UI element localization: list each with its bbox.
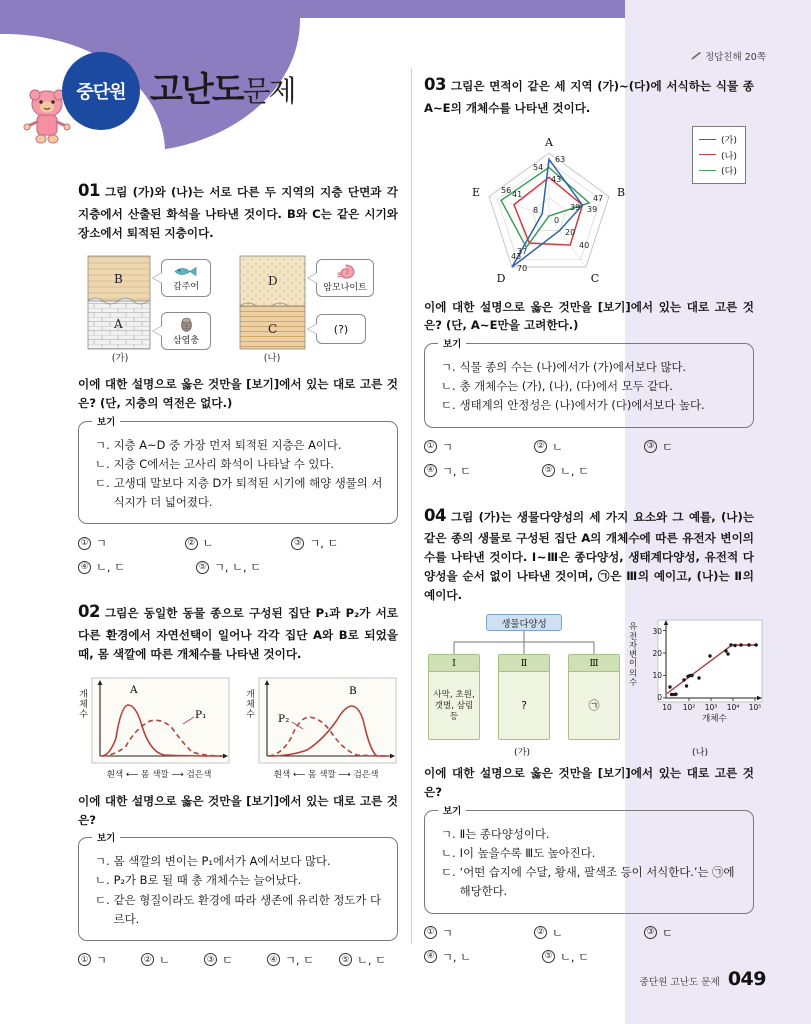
choice-label: ㄱ bbox=[442, 926, 453, 940]
question-04-bogi bbox=[424, 805, 754, 914]
strata-layer-label-d: D bbox=[268, 274, 278, 289]
arrow-right-icon: ⟶ bbox=[338, 769, 354, 780]
curves-left-x-axis bbox=[92, 768, 226, 780]
figure-radar-chart bbox=[424, 124, 754, 296]
question-03-choices bbox=[424, 439, 754, 479]
question-02-text: 그림은 동일한 동물 종으로 구성된 집단 P₁과 P₂가 서로 다른 환경에서 자연선택이 일어나 각각 집단 A와 B로 되었을 때, 몸 색깔에 따른 개체수를 나타낸 것이다. bbox=[78, 606, 398, 661]
choice-option[interactable] bbox=[291, 535, 398, 551]
svg-text:10: 10 bbox=[662, 703, 672, 713]
biodiversity-root-node: 생물다양성 bbox=[486, 614, 562, 631]
choice-option[interactable] bbox=[339, 952, 386, 968]
choice-label: ㄴ, ㄷ bbox=[357, 953, 387, 967]
question-02 bbox=[78, 599, 398, 967]
svg-text:30: 30 bbox=[652, 627, 662, 637]
curves-left-x-label-mid: 몸 색깔 bbox=[141, 769, 169, 780]
bogi-text: ‘어떤 습지에 수달, 황새, 팔색조 등이 서식한다.’는 ㉠에 해당한다. bbox=[459, 865, 735, 899]
bogi-mark: ㄴ. bbox=[95, 457, 110, 471]
bogi-mark: ㄴ. bbox=[441, 379, 456, 394]
choice-number: ② bbox=[534, 440, 547, 453]
legend-swatch-na bbox=[699, 154, 716, 155]
svg-text:39: 39 bbox=[587, 204, 598, 214]
bogi-mark: ㄷ. bbox=[95, 892, 110, 907]
question-01-number: 01 bbox=[78, 181, 100, 200]
bogi-text: Ⅰ이 높을수록 Ⅲ도 높아진다. bbox=[459, 846, 596, 861]
biodiversity-column-3-body: ㉠ bbox=[588, 699, 600, 713]
svg-text:10²: 10² bbox=[682, 703, 696, 713]
svg-text:39: 39 bbox=[570, 202, 581, 212]
choice-option[interactable] bbox=[534, 439, 644, 455]
choice-option[interactable] bbox=[424, 463, 542, 479]
choice-label: ㄴ bbox=[202, 537, 214, 551]
question-02-number: 02 bbox=[78, 602, 100, 622]
figure-biodiversity-caption-b: (나) bbox=[692, 747, 709, 759]
callout-unknown-label: (?) bbox=[333, 322, 349, 336]
bogi-item bbox=[95, 891, 387, 929]
svg-text:A: A bbox=[545, 135, 553, 149]
question-03-ask: 이에 대한 설명으로 옳은 것만을 [보기]에서 있는 대로 고른 것은? (단, A~E만을 고려한다.) bbox=[424, 299, 754, 333]
legend-entry bbox=[699, 148, 737, 162]
legend-label: (다) bbox=[720, 166, 737, 177]
bogi-item bbox=[441, 863, 743, 901]
svg-text:20: 20 bbox=[652, 649, 662, 659]
choice-option[interactable] bbox=[78, 559, 196, 575]
bogi-text: 같은 형질이라도 환경에 따라 생존에 유리한 정도가 다르다. bbox=[113, 892, 382, 926]
bogi-mark: ㄱ. bbox=[95, 437, 110, 452]
bogi-item bbox=[441, 358, 743, 377]
choice-label: ㄴ bbox=[159, 953, 170, 967]
curves-right-x-axis bbox=[259, 768, 393, 780]
svg-text:10: 10 bbox=[652, 671, 662, 681]
svg-text:54: 54 bbox=[533, 162, 544, 172]
page-title bbox=[150, 62, 295, 111]
choice-label: ㄱ bbox=[96, 537, 107, 551]
bogi-text: 총 개체수는 (가), (나), (다)에서 모두 같다. bbox=[459, 379, 673, 394]
curves-left-x-label-end: 검은색 bbox=[186, 769, 212, 780]
choice-number: ③ bbox=[204, 953, 217, 966]
curves-left-y-label: 개체수 bbox=[79, 689, 88, 720]
callout-trilobite-label: 삼엽충 bbox=[172, 335, 200, 346]
choice-option[interactable] bbox=[424, 439, 534, 455]
choice-label: ㄴ bbox=[552, 926, 563, 940]
figure-selection-curves bbox=[78, 676, 398, 778]
figure-strata-caption-left: (가) bbox=[111, 353, 129, 365]
bogi-mark: ㄴ. bbox=[95, 873, 110, 888]
bogi-label-4: 보기 bbox=[438, 803, 466, 817]
question-01-bogi bbox=[78, 416, 398, 525]
scatter-x-axis-label: 개체수 bbox=[702, 714, 727, 725]
bogi-mark: ㄴ. bbox=[441, 846, 456, 861]
choice-number: ④ bbox=[424, 464, 437, 477]
arrow-left-icon: ⟵ bbox=[292, 769, 309, 780]
svg-text:E: E bbox=[471, 185, 481, 199]
legend-entry bbox=[699, 132, 737, 146]
figure-curves-right bbox=[245, 676, 398, 778]
choice-label: ㄱ, ㄴ bbox=[442, 950, 472, 964]
choice-label: ㄱ, ㄴ, ㄷ bbox=[214, 561, 262, 575]
question-01-text: 그림 (가)와 (나)는 서로 다른 두 지역의 지층 단면과 각 지층에서 산출된 화석을 나타낸 것이다. B와 C는 같은 시기와 장소에서 퇴적된 지층이다. bbox=[78, 185, 398, 240]
choice-option[interactable] bbox=[644, 439, 754, 455]
question-02-choices bbox=[78, 952, 398, 968]
biodiversity-column-1 bbox=[428, 654, 480, 740]
question-04-ask: 이에 대한 설명으로 옳은 것만을 [보기]에서 있는 대로 고른 것은? bbox=[424, 766, 754, 800]
choice-number: ⑤ bbox=[196, 561, 209, 574]
bogi-item bbox=[441, 844, 743, 863]
radar-legend bbox=[692, 126, 746, 184]
trilobite-fossil-icon bbox=[179, 317, 194, 332]
figure-strata bbox=[78, 254, 398, 366]
choice-option[interactable] bbox=[204, 952, 267, 968]
bogi-item bbox=[95, 852, 387, 871]
legend-swatch-da bbox=[699, 170, 716, 171]
bogi-mark: ㄱ. bbox=[441, 826, 456, 841]
bogi-text: Ⅱ는 종다양성이다. bbox=[459, 826, 550, 841]
legend-label: (나) bbox=[720, 150, 737, 162]
choice-number: ① bbox=[424, 440, 437, 453]
bogi-item bbox=[441, 825, 743, 844]
question-03-number: 03 bbox=[424, 75, 446, 94]
choice-label: ㄷ bbox=[222, 953, 233, 967]
page-title-bold: 고난도 bbox=[150, 70, 243, 110]
bogi-text: 생태계의 안정성은 (나)에서가 (다)에서보다 높다. bbox=[459, 398, 705, 413]
figure-biodiversity bbox=[424, 614, 762, 759]
curves-left-dashed-label: P₁ bbox=[195, 708, 207, 721]
question-01 bbox=[78, 178, 398, 575]
bogi-mark: ㄷ. bbox=[95, 476, 110, 491]
choice-label: ㄱ, ㄷ bbox=[285, 953, 315, 967]
arrow-left-icon: ⟵ bbox=[125, 769, 142, 780]
bogi-text: 고생대 말보다 지층 D가 퇴적된 시기에 해양 생물의 서식지가 더 넓어졌다. bbox=[113, 476, 383, 510]
question-02-ask: 이에 대한 설명으로 옳은 것만을 [보기]에서 있는 대로 고른 것은? bbox=[78, 793, 398, 827]
curves-right-x-label-end: 검은색 bbox=[353, 769, 379, 780]
bogi-mark: ㄷ. bbox=[441, 398, 456, 413]
footer-section-label: 중단원 고난도 문제 bbox=[639, 977, 720, 988]
svg-text:0: 0 bbox=[657, 693, 662, 703]
scatter-y-axis-label: 유전자 변이의 수 bbox=[628, 621, 638, 687]
bogi-item bbox=[95, 474, 387, 512]
biodiversity-column-1-body: 사막, 초원, 갯벌, 삼림 등 bbox=[433, 689, 475, 722]
choice-option[interactable] bbox=[534, 925, 644, 941]
legend-swatch-ga bbox=[699, 139, 716, 140]
choice-number: ③ bbox=[291, 537, 304, 550]
callout-trilobite-fossil bbox=[161, 312, 211, 350]
footer-page-number: 049 bbox=[727, 968, 766, 990]
answer-reference-label: 정답친해 20쪽 bbox=[705, 52, 766, 63]
figure-strata-caption-right: (나) bbox=[263, 353, 281, 365]
curves-left-solid-label: A bbox=[130, 683, 138, 696]
choice-label: ㄴ, ㄷ bbox=[96, 561, 126, 575]
curves-right-dashed-label: P₂ bbox=[278, 712, 290, 725]
svg-text:63: 63 bbox=[555, 154, 566, 164]
callout-unknown-fossil bbox=[316, 314, 366, 344]
choice-option[interactable] bbox=[424, 949, 542, 965]
question-04-choices bbox=[424, 925, 754, 965]
biodiversity-column-1-head: Ⅰ bbox=[429, 655, 479, 672]
question-03-text: 그림은 면적이 같은 세 지역 (가)~(다)에 서식하는 식물 종 A~E의 개체수를 나타낸 것이다. bbox=[424, 79, 754, 115]
choice-number: ⑤ bbox=[542, 950, 555, 963]
column-divider bbox=[411, 68, 412, 944]
choice-number: ① bbox=[78, 953, 91, 966]
choice-number: ② bbox=[141, 953, 154, 966]
strata-layer-label-b: B bbox=[114, 272, 123, 287]
choice-option[interactable] bbox=[196, 559, 314, 575]
choice-option[interactable] bbox=[542, 463, 660, 479]
svg-text:10³: 10³ bbox=[704, 703, 718, 713]
choice-label: ㄱ, ㄷ bbox=[309, 537, 339, 551]
right-column bbox=[424, 72, 762, 973]
choice-label: ㄴ bbox=[552, 440, 563, 454]
svg-text:70: 70 bbox=[517, 263, 528, 273]
choice-number: ① bbox=[78, 537, 91, 550]
bogi-mark: ㄱ. bbox=[441, 360, 456, 375]
svg-text:10⁴: 10⁴ bbox=[726, 703, 740, 713]
choice-label: ㄷ bbox=[662, 926, 673, 940]
strata-layer-label-c: C bbox=[268, 322, 278, 337]
choice-number: ⑤ bbox=[339, 953, 352, 966]
callout-fish-fossil bbox=[161, 259, 211, 297]
choice-label: ㄷ bbox=[662, 440, 673, 454]
bogi-item bbox=[441, 377, 743, 396]
bogi-text: 몸 색깔의 변이는 P₁에서가 A에서보다 많다. bbox=[113, 854, 331, 869]
bogi-label-3: 보기 bbox=[438, 336, 466, 350]
choice-label: ㄴ, ㄷ bbox=[560, 464, 590, 478]
bogi-text: 지층 A~D 중 가장 먼저 퇴적된 지층은 A이다. bbox=[113, 437, 342, 452]
figure-biodiversity-caption-a: (가) bbox=[514, 747, 531, 759]
svg-text:0: 0 bbox=[554, 215, 560, 225]
bogi-item bbox=[441, 396, 743, 415]
choice-number: ③ bbox=[644, 926, 657, 939]
curves-right-x-label-start: 흰색 bbox=[273, 769, 291, 780]
question-01-ask: 이에 대한 설명으로 옳은 것만을 [보기]에서 있는 대로 고른 것은? (단, 지층의 역전은 없다.) bbox=[78, 377, 398, 411]
svg-text:8: 8 bbox=[533, 205, 539, 215]
pencil-icon bbox=[690, 52, 702, 61]
bogi-item bbox=[95, 455, 387, 474]
svg-text:43: 43 bbox=[511, 251, 522, 261]
choice-label: ㄴ, ㄷ bbox=[560, 950, 590, 964]
bogi-label-1: 보기 bbox=[92, 414, 120, 428]
choice-number: ② bbox=[534, 926, 547, 939]
choice-label: ㄱ bbox=[96, 953, 107, 967]
question-04 bbox=[424, 503, 762, 965]
figure-curves-left bbox=[78, 676, 231, 778]
choice-option[interactable] bbox=[644, 925, 754, 941]
choice-option[interactable] bbox=[78, 952, 141, 968]
choice-number: ④ bbox=[267, 953, 280, 966]
biodiversity-column-2 bbox=[498, 654, 550, 740]
question-01-stem bbox=[78, 178, 398, 242]
curves-right-x-label-mid: 몸 색깔 bbox=[308, 769, 336, 780]
choice-label: ㄱ, ㄷ bbox=[442, 464, 472, 478]
svg-text:37: 37 bbox=[517, 246, 528, 256]
choice-number: ⑤ bbox=[542, 464, 555, 477]
svg-text:10⁵: 10⁵ bbox=[748, 703, 762, 713]
svg-text:41: 41 bbox=[512, 189, 523, 199]
biodiversity-column-3-head: Ⅲ bbox=[569, 655, 619, 672]
bogi-text: P₂가 B로 될 때 총 개체수는 늘어났다. bbox=[113, 873, 302, 888]
svg-text:43: 43 bbox=[551, 174, 562, 184]
ammonite-fossil-icon bbox=[336, 264, 355, 279]
svg-text:47: 47 bbox=[593, 193, 604, 203]
bogi-mark: ㄷ. bbox=[441, 865, 456, 880]
biodiversity-column-2-head: Ⅱ bbox=[499, 655, 549, 672]
choice-option[interactable] bbox=[141, 952, 204, 968]
choice-number: ③ bbox=[644, 440, 657, 453]
bogi-text: 식물 종의 수는 (나)에서가 (가)에서보다 많다. bbox=[459, 360, 687, 375]
question-03-stem bbox=[424, 72, 754, 118]
choice-number: ④ bbox=[78, 561, 91, 574]
question-01-choices bbox=[78, 535, 398, 575]
choice-option[interactable] bbox=[542, 949, 660, 965]
callout-ammonite-label: 암모나이트 bbox=[323, 282, 367, 293]
bogi-mark: ㄱ. bbox=[95, 854, 110, 869]
page-title-light: 문제 bbox=[242, 74, 295, 108]
curves-right-y-label: 개체수 bbox=[246, 689, 255, 720]
question-02-stem bbox=[78, 599, 398, 663]
legend-label: (가) bbox=[720, 135, 737, 146]
biodiversity-column-3 bbox=[568, 654, 620, 740]
bogi-item bbox=[95, 436, 387, 455]
bogi-label-2: 보기 bbox=[92, 830, 120, 844]
bogi-text: 지층 C에서는 고사리 화석이 나타날 수 있다. bbox=[113, 457, 334, 471]
curves-right-solid-label: B bbox=[349, 684, 357, 697]
question-02-bogi bbox=[78, 833, 398, 941]
choice-label: ㄱ bbox=[442, 440, 453, 454]
choice-option[interactable] bbox=[424, 925, 534, 941]
arrow-right-icon: ⟶ bbox=[171, 769, 187, 780]
answer-reference bbox=[690, 49, 766, 63]
question-04-stem bbox=[424, 503, 754, 605]
callout-fish-label: 갑주어 bbox=[172, 281, 200, 292]
svg-text:56: 56 bbox=[501, 185, 512, 195]
svg-text:B: B bbox=[616, 185, 626, 199]
left-column bbox=[78, 178, 398, 976]
choice-number: ① bbox=[424, 926, 437, 939]
svg-text:C: C bbox=[590, 271, 600, 285]
legend-entry bbox=[699, 163, 737, 177]
page-footer bbox=[640, 968, 766, 990]
choice-number: ④ bbox=[424, 950, 437, 963]
svg-text:40: 40 bbox=[579, 240, 590, 250]
choice-option[interactable] bbox=[78, 535, 185, 551]
choice-option[interactable] bbox=[267, 952, 339, 968]
svg-text:D: D bbox=[496, 271, 506, 285]
choice-option[interactable] bbox=[185, 535, 292, 551]
bogi-item bbox=[95, 871, 387, 890]
biodiversity-column-2-body: ? bbox=[521, 699, 527, 713]
question-04-text: 그림 (가)는 생물다양성의 세 가지 요소와 그 예를, (나)는 같은 종의 생물로 구성된 집단 A의 개체수에 따른 유전자 변이의 수를 나타낸 것이다. Ⅰ~Ⅲ은 종다양성, 생태계다양성, 유전적 다양성을 순서 없이 나타낸 것이며, ㉠은 Ⅲ의 예이고, (나)는 Ⅱ의 예이다. bbox=[424, 509, 754, 602]
choice-number: ② bbox=[185, 537, 198, 550]
fish-fossil-icon bbox=[173, 265, 199, 278]
curves-left-x-label-start: 흰색 bbox=[106, 769, 124, 780]
svg-text:20: 20 bbox=[565, 227, 576, 237]
section-badge: 중단원 bbox=[62, 52, 140, 130]
callout-ammonite-fossil bbox=[316, 259, 374, 297]
question-03 bbox=[424, 72, 754, 479]
question-03-bogi bbox=[424, 339, 754, 427]
question-04-number: 04 bbox=[424, 505, 446, 525]
strata-layer-label-a: A bbox=[114, 317, 123, 332]
